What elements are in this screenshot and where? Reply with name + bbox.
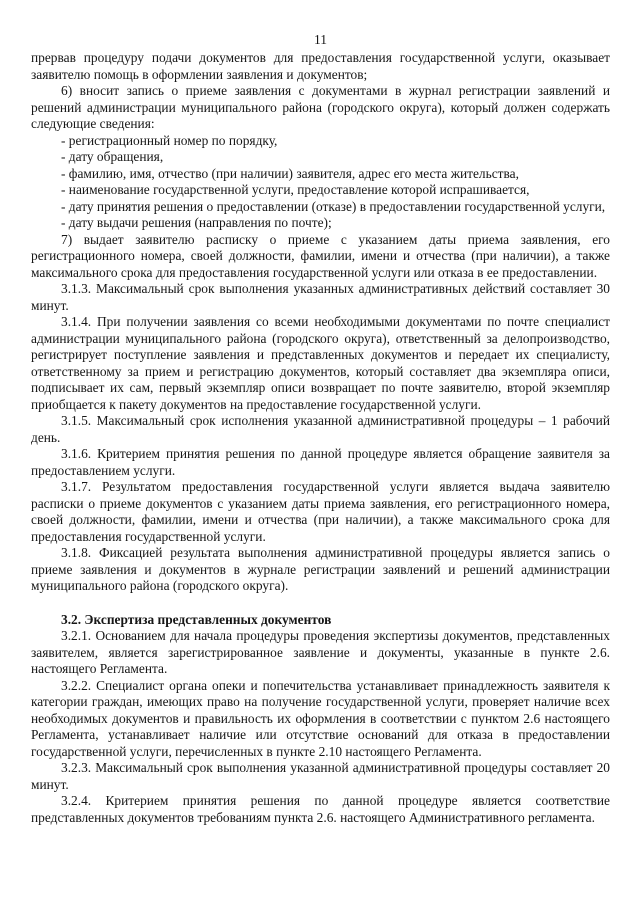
page-number: 11 bbox=[314, 32, 327, 47]
paragraph: 7) выдает заявителю расписку о приеме с указанием даты приема заявления, его регистрационного номера, своей должности, фамилии, имени и отчества (при наличии), а также максимального срока для предоставления государственной услуги или отказа в ее предоставлении. bbox=[31, 231, 610, 280]
paragraph: 3.1.7. Результатом предоставления государственной услуги является выдача заявителю расписки о приеме документов с указанием даты приема заявления, его регистрационного номера, своей должности, фамилии, имени и отчества (при наличии), а также максимального срока для предоставления государственной услуги. bbox=[31, 479, 610, 544]
paragraph: - регистрационный номер по порядку, bbox=[61, 132, 278, 148]
paragraph: - наименование государственной услуги, предоставление которой испрашивается, bbox=[61, 182, 530, 197]
document-body bbox=[31, 50, 610, 826]
paragraph: 3.1.5. Максимальный срок исполнения указанной административной процедуры – 1 рабочий день. bbox=[31, 413, 610, 445]
paragraph: - дату принятия решения о предоставлении (отказе) в предоставлении государственной услуги, bbox=[61, 198, 606, 214]
paragraph: - фамилию, имя, отчество (при наличии) заявителя, адрес его места жительства, bbox=[61, 165, 519, 181]
paragraph: 3.2.4. Критерием принятия решения по данной процедуре является соответствие представленных документов требованиям пункта 2.6. настоящего Административного регламента. bbox=[31, 793, 610, 825]
paragraph: 3.2.2. Специалист органа опеки и попечительства устанавливает принадлежность заявителя к категории граждан, имеющих право на получение государственной услуги, проверяет наличие всех необходимых документов и правильность их оформления в соответствии с пунктом 2.6 настоящего Регламента, устанавливает наличие или отсутствие оснований для отказа в предоставлении государственной услуги, перечисленных в пункте 2.10 настоящего Регламента. bbox=[31, 677, 610, 759]
paragraph: 3.1.4. При получении заявления со всеми необходимыми документами по почте специалист администрации муниципального района (городского округа), ответственный за делопроизводство, регистрирует поступление заявления и представленных документов и передает их специалисту, ответственному за прием и регистрацию документов, который составляет два экземпляра описи, подписывает их сам, первый экземпляр описи возвращает по почте заявителю, второй экземпляр приобщается к пакету документов на предоставление государственной услуги. bbox=[31, 314, 610, 412]
paragraph: 3.1.6. Критерием принятия решения по данной процедуре является обращение заявителя за предоставлением услуги. bbox=[31, 446, 610, 478]
paragraph: 3.2.3. Максимальный срок выполнения указанной административной процедуры составляет 20 минут. bbox=[31, 760, 610, 792]
paragraph: - дату выдачи решения (направления по почте); bbox=[61, 215, 332, 230]
paragraph: прервав процедуру подачи документов для предоставления государственной услуги, оказывает заявителю помощь в оформлении заявления и документов; bbox=[31, 50, 610, 82]
paragraph: 3.2.1. Основанием для начала процедуры проведения экспертизы документов, представленных заявителем, является зарегистрированное заявление и документы, указанные в пункте 2.6. настоящего Регламента. bbox=[31, 628, 610, 676]
paragraph: 6) вносит запись о приеме заявления с документами в журнал регистрации заявлений и решений администрации муниципального района (городского округа), который должен содержать следующие сведения: bbox=[31, 83, 610, 131]
paragraph: 3.1.3. Максимальный срок выполнения указанных административных действий составляет 30 минут. bbox=[31, 281, 610, 313]
paragraph: - дату обращения, bbox=[61, 149, 164, 164]
section-heading: 3.2. Экспертиза представленных документов bbox=[61, 611, 332, 627]
paragraph: 3.1.8. Фиксацией результата выполнения административной процедуры является запись о приеме заявления и документов в журнале регистрации заявлений и решений администрации муниципального района (городского округа). bbox=[31, 545, 610, 593]
